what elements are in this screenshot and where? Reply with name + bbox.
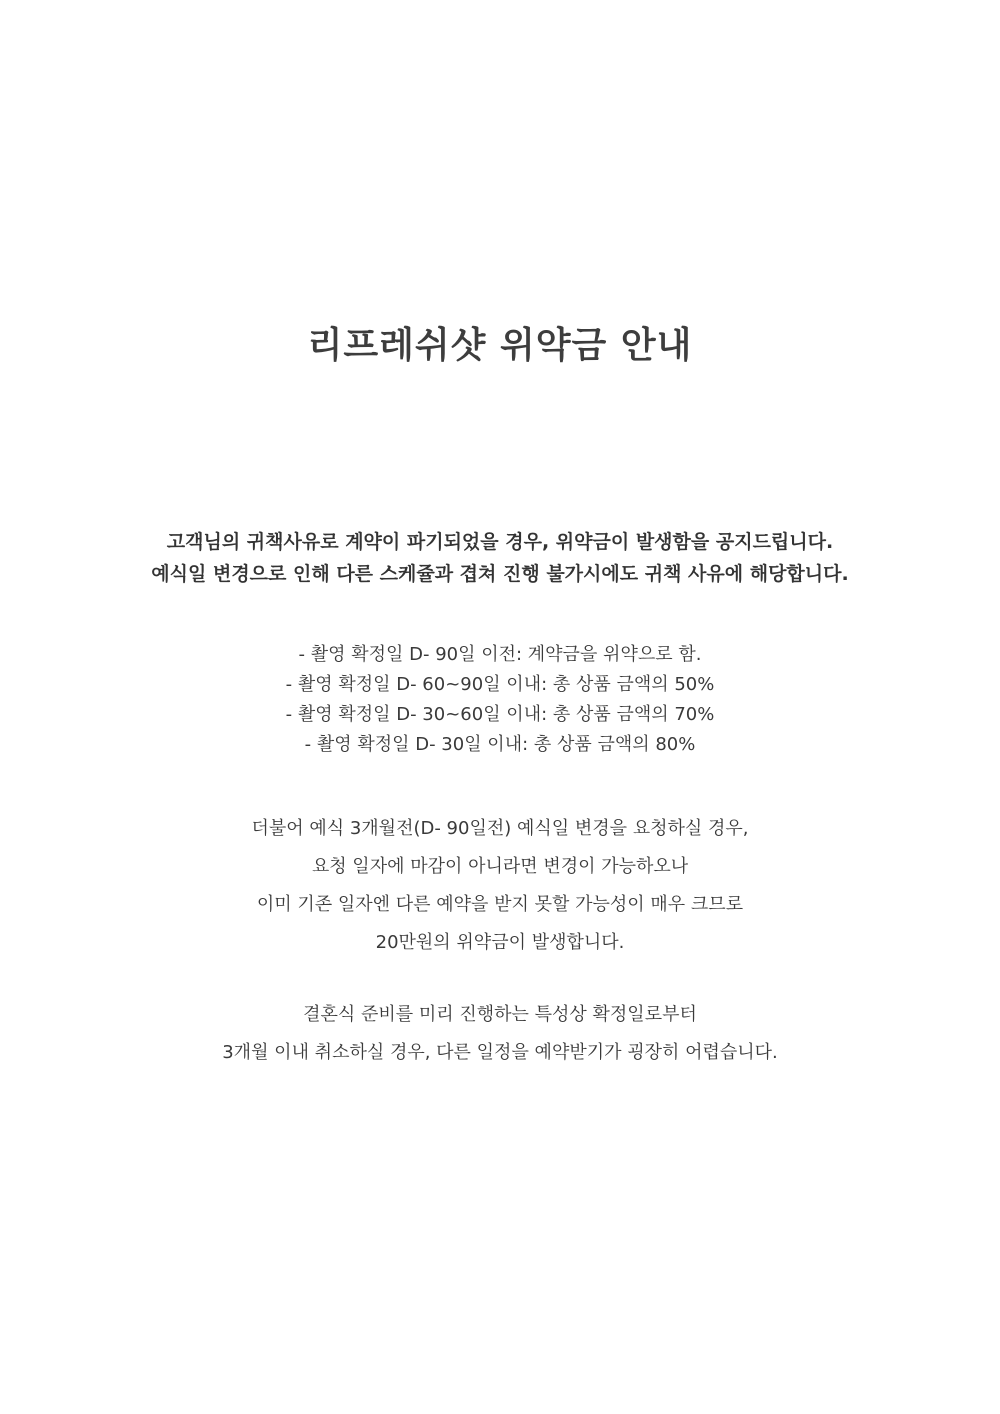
intro-line: 고객님의 귀책사유로 계약이 파기되었을 경우, 위약금이 발생함을 공지드립니다.	[166, 531, 834, 553]
notice-line: 20만원의 위약금이 발생합니다.	[375, 932, 625, 953]
intro-line: 예식일 변경으로 인해 다른 스케쥴과 겹쳐 진행 불가시에도 귀책 사유에 해당합니다.	[151, 563, 849, 585]
intro-paragraph	[0, 526, 1000, 590]
penalty-list	[0, 640, 1000, 760]
notice-line: 더불어 예식 3개월전(D- 90일전) 예식일 변경을 요청하실 경우,	[251, 818, 749, 839]
penalty-item: - 촬영 확정일 D- 30일 이내: 총 상품 금액의 80%	[304, 734, 696, 755]
closing-line: 3개월 이내 취소하실 경우, 다른 일정을 예약받기가 굉장히 어렵습니다.	[222, 1042, 778, 1063]
penalty-item: - 촬영 확정일 D- 90일 이전: 계약금을 위약으로 함.	[298, 644, 702, 665]
closing-line: 결혼식 준비를 미리 진행하는 특성상 확정일로부터	[303, 1004, 697, 1025]
notice-line: 요청 일자에 마감이 아니라면 변경이 가능하오나	[311, 856, 689, 877]
penalty-item: - 촬영 확정일 D- 60~90일 이내: 총 상품 금액의 50%	[285, 674, 715, 695]
notice-line: 이미 기존 일자엔 다른 예약을 받지 못할 가능성이 매우 크므로	[256, 894, 744, 915]
closing-paragraph	[0, 996, 1000, 1072]
date-change-notice	[0, 810, 1000, 962]
page-title: 리프레쉬샷 위약금 안내	[307, 325, 693, 366]
penalty-item: - 촬영 확정일 D- 30~60일 이내: 총 상품 금액의 70%	[285, 704, 715, 725]
